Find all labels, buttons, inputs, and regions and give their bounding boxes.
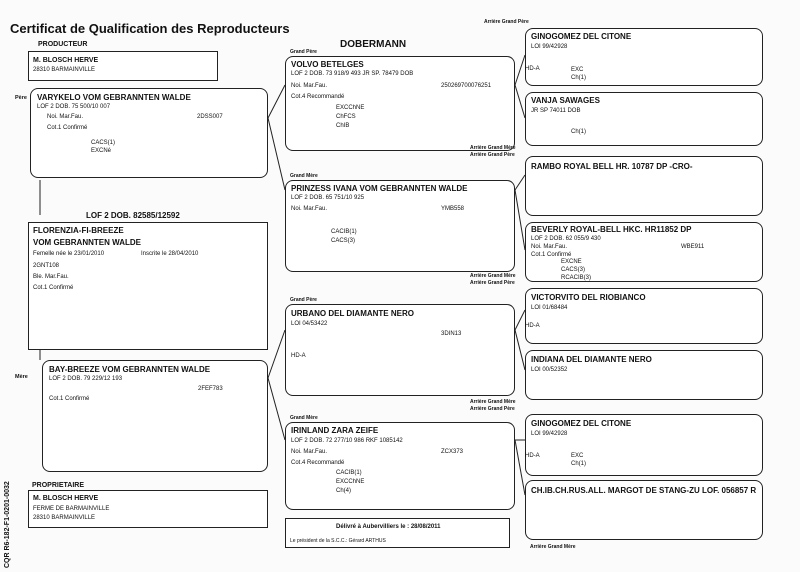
ancestor-2-box — [525, 92, 763, 146]
gp1-id: 250269700076251 — [441, 83, 492, 89]
pere-cot: Cot.1 Confirmé — [47, 125, 88, 131]
gm2-box — [285, 422, 515, 510]
gp1-noi: Noi. Mar.Fau. — [291, 83, 328, 89]
proprietaire-box — [28, 490, 268, 528]
ancestor-6-name: INDIANA DEL DIAMANTE NERO — [531, 355, 652, 364]
producteur-name: M. BLOSCH HERVE — [33, 57, 99, 64]
gp2-lof: LOI 04/53422 — [291, 321, 328, 327]
gp1-title-1: EXCChNE — [336, 105, 365, 111]
gm2-noi: Noi. Mar.Fau. — [291, 449, 328, 455]
footer-delivre: Délivré à Aubervilliers le : 28/08/2011 — [336, 524, 441, 530]
certificate-title: Certificat de Qualification des Reproducteurs — [10, 21, 290, 36]
ancestor-3-name: RAMBO ROYAL BELL HR. 10787 DP -CRO- — [531, 162, 693, 171]
dog-lof: LOF 2 DOB. 82585/12592 — [86, 211, 180, 220]
gp2-box — [285, 304, 515, 396]
mere-id: 2FEF783 — [198, 386, 223, 392]
gm2-title-3: Ch(4) — [336, 488, 352, 494]
gm1-label: Grand Mère — [290, 173, 318, 179]
mere-name: BAY-BREEZE VOM GEBRANNTEN WALDE — [49, 365, 211, 374]
ancestor-1-lof: LOI 99/42928 — [531, 44, 568, 50]
proprietaire-name: M. BLOSCH HERVE — [33, 495, 99, 502]
gp1-name: VOLVO BETELGES — [291, 60, 364, 69]
ancestor-1-name: GINOGOMEZ DEL CITONE — [531, 32, 632, 41]
ancestor-2-title-1: Ch(1) — [571, 129, 587, 135]
agm4-label: Arrière Grand Mère — [530, 544, 576, 550]
pere-id: 2DSS007 — [197, 114, 223, 120]
gp1-lof: LOF 2 DOB. 73 918/9 493 JR SP. 78479 DOB — [291, 71, 414, 77]
gm2-title-1: CACIB(1) — [336, 470, 362, 476]
mere-lof: LOF 2 DOB. 79 229/12 193 — [49, 376, 123, 382]
dog-born: Femelle née le 23/01/2010 — [33, 251, 105, 257]
gp2-hd: HD-A — [291, 353, 306, 359]
gp1-box — [285, 56, 515, 151]
gm1-lof: LOF 2 DOB. 65 751/10 925 — [291, 195, 365, 201]
ancestor-7-title-2: Ch(1) — [571, 461, 587, 467]
ancestor-6-box — [525, 350, 763, 400]
proprietaire-line-2: FERME DE BARMAINVILLE — [33, 506, 110, 512]
breed-title: DOBERMANN — [340, 39, 407, 50]
dog-id: 2GNT108 — [33, 263, 60, 269]
footer-president: Le président de la S.C.C.: Gérard ARTHUS — [290, 538, 386, 544]
gm2-title-2: EXCChNE — [336, 479, 365, 485]
ancestor-4-title-2: CACS(3) — [561, 267, 586, 273]
gm2-id: ZCX373 — [441, 449, 464, 455]
ancestor-1-title-1: EXC — [571, 67, 584, 73]
ancestor-8-name: CH.IB.CH.RUS.ALL. MARGOT DE STANG-ZU LOF. 056857 R — [531, 486, 757, 495]
gp2-id: 3DIN13 — [441, 331, 462, 337]
mere-label: Mère — [15, 374, 28, 380]
ancestor-4-box — [525, 222, 763, 282]
ancestor-7-box — [525, 414, 763, 476]
gp1-label: Grand Père — [290, 49, 317, 55]
producteur-address: 28310 BARMAINVILLE — [33, 67, 96, 73]
ancestor-7-name: GINOGOMEZ DEL CITONE — [531, 419, 632, 428]
agm3-label: Arrière Grand Mère — [470, 399, 516, 405]
gm1-id: YMB558 — [441, 206, 465, 212]
ancestor-5-name: VICTORVITO DEL RIOBIANCO — [531, 293, 646, 302]
producteur-box — [28, 51, 218, 81]
dog-cot: Cot.1 Confirmé — [33, 285, 74, 291]
agm2-label: Arrière Grand Mère — [470, 273, 516, 279]
gm1-name: PRINZESS IVANA VOM GEBRANNTEN WALDE — [291, 184, 468, 193]
ancestor-4-cot: Cot.1 Confirmé — [531, 252, 572, 258]
agp2-label: Arrière Grand Père — [470, 152, 515, 158]
mere-cot: Cot.1 Confirmé — [49, 396, 90, 402]
dog-name-1: FLORENZIA-FI-BREEZE — [33, 226, 124, 235]
agp3-label: Arrière Grand Père — [470, 280, 515, 286]
gp1-cot: Cot.4 Recommandé — [291, 94, 345, 100]
pere-name: VARYKELO VOM GEBRANNTEN WALDE — [37, 93, 191, 102]
gp1-title-2: ChFCS — [336, 114, 356, 120]
gm1-box — [285, 180, 515, 272]
side-code: CQR R6-182-F1-0201-0032 — [4, 481, 11, 568]
gp2-label: Grand Père — [290, 297, 317, 303]
pere-lof: LOF 2 DOB. 75 500/10 007 — [37, 104, 111, 110]
ancestor-7-title-1: EXC — [571, 453, 584, 459]
ancestor-4-title-1: EXCNE — [561, 259, 582, 265]
ancestor-2-lof: JR SP 74011 DOB — [531, 108, 581, 114]
ancestor-7-lof: LOI 99/42928 — [531, 431, 568, 437]
dog-box — [28, 222, 268, 350]
mere-box — [42, 360, 268, 472]
ancestor-4-noi: Noi. Mar.Fau. — [531, 244, 568, 250]
ancestor-5-lof: LOI 01/68484 — [531, 305, 568, 311]
ancestor-3-box — [525, 156, 763, 216]
ancestor-4-id: WBE911 — [681, 244, 705, 250]
agp1-label: Arrière Grand Père — [484, 19, 529, 25]
agm1-label: Arrière Grand Mère — [470, 145, 516, 151]
dog-noi: Ble. Mar.Fau. — [33, 274, 69, 280]
agp4-label: Arrière Grand Père — [470, 406, 515, 412]
ancestor-1-hd: HD-A — [525, 66, 540, 72]
ancestor-2-name: VANJA SAWAGES — [531, 96, 600, 105]
pere-label: Père — [15, 95, 27, 101]
ancestor-4-lof: LOF 2 DOB. 62 055/9 430 — [531, 236, 601, 242]
ancestor-7-hd: HD-A — [525, 453, 540, 459]
dog-inscrite: Inscrite le 28/04/2010 — [141, 251, 199, 257]
pere-title-2: EXCNé — [91, 148, 112, 154]
producteur-label: PRODUCTEUR — [38, 41, 88, 48]
gp1-title-3: ChIB — [336, 123, 350, 129]
pere-noi: Noi. Mar.Fau. — [47, 114, 84, 120]
proprietaire-label: PROPRIETAIRE — [32, 482, 84, 489]
dog-name-2: VOM GEBRANNTEN WALDE — [33, 238, 141, 247]
proprietaire-line-3: 28310 BARMAINVILLE — [33, 515, 96, 521]
gm2-lof: LOF 2 DOB. 72 277/10 986 RKF 1085142 — [291, 438, 403, 444]
ancestor-6-lof: LOI 00/52352 — [531, 367, 568, 373]
ancestor-5-hd: HD-A — [525, 323, 540, 329]
ancestor-8-box — [525, 480, 763, 540]
gm2-name: IRINLAND ZARA ZEIFE — [291, 426, 379, 435]
ancestor-5-box — [525, 288, 763, 344]
footer-box — [285, 518, 510, 548]
gm2-label: Grand Mère — [290, 415, 318, 421]
pere-box — [30, 88, 268, 178]
gm1-title-1: CACIB(1) — [331, 229, 357, 235]
ancestor-4-title-3: RCACIB(3) — [561, 275, 592, 281]
ancestor-1-title-2: Ch(1) — [571, 75, 587, 81]
ancestor-4-name: BEVERLY ROYAL-BELL HKC. HR11852 DP — [531, 225, 692, 234]
gp2-name: URBANO DEL DIAMANTE NERO — [291, 309, 414, 318]
ancestor-1-box — [525, 28, 763, 86]
gm1-noi: Noi. Mar.Fau. — [291, 206, 328, 212]
gm1-title-2: CACS(3) — [331, 238, 356, 244]
pere-title-1: CACS(1) — [91, 140, 116, 146]
gm2-cot: Cot.4 Recommandé — [291, 460, 345, 466]
